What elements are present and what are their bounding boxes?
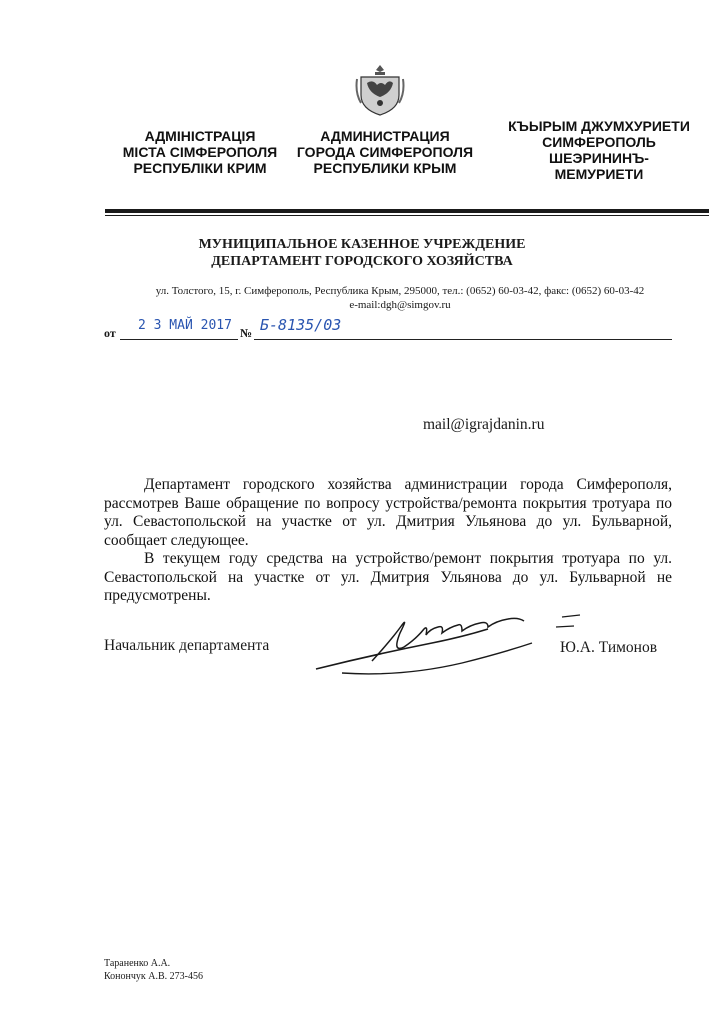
letterhead-crimean-tatar-line: СИМФЕРОПОЛЬ (542, 134, 656, 150)
letter-body (104, 476, 672, 606)
recipient-email: mail@igrajdanin.ru (423, 416, 545, 433)
letterhead-crimean-tatar-line: ШЕЭРИНИНЪ- (549, 150, 649, 166)
coat-of-arms-emblem (355, 63, 405, 117)
letterhead-divider-thick (105, 209, 709, 213)
letterhead-russian-line: АДМИНИСТРАЦИЯ (320, 128, 450, 144)
letterhead-crimean-tatar-line: КЪЫРЫМ ДЖУМХУРИЕТИ (508, 118, 690, 134)
organization-name-line: МУНИЦИПАЛЬНОЕ КАЗЕННОЕ УЧРЕЖДЕНИЕ (198, 237, 526, 252)
email-line: e-mail:dgh@simgov.ru (349, 299, 451, 311)
from-label: от (104, 326, 116, 340)
executors (104, 957, 203, 983)
signatory-name: Ю.А. Тимонов (560, 639, 658, 656)
letterhead-ukrainian (110, 128, 290, 176)
executor-line: Тараненко А.А. (104, 958, 171, 969)
letterhead-ukrainian-line: МІСТА СІМФЕРОПОЛЯ (122, 144, 278, 160)
letterhead-ukrainian-line: АДМІНІСТРАЦІЯ (144, 128, 256, 144)
address-line: ул. Толстого, 15, г. Симферополь, Республика Крым, 295000, тел.: (0652) 60-03-42, факс: (0652) 60-03-42 (155, 285, 645, 297)
executor-line: Конончук А.В. 273-456 (104, 971, 203, 982)
registration-number: Б-8135/03 (260, 316, 342, 334)
letterhead-crimean-tatar (494, 118, 704, 182)
date-stamp: 2 3 МАЙ 2017 (138, 318, 232, 333)
letterhead-crimean-tatar-line: МЕМУРИЕТИ (554, 166, 644, 182)
registration-block (104, 318, 674, 342)
number-label: № (240, 326, 253, 340)
body-paragraph: Департамент городского хозяйства администрации города Симферополя, рассмотрев Ваше обращение по вопросу устройства/ремонта покрытия тротуара по ул. Севастопольской на участке от ул. Дмитрия Ульянова до ул. Бульварной, сообщает следующее. (104, 476, 672, 549)
letterhead-russian-line: ГОРОДА СИМФЕРОПОЛЯ (296, 144, 474, 160)
letterhead-russian-line: РЕСПУБЛИКИ КРЫМ (313, 160, 457, 176)
body-paragraph: В текущем году средства на устройство/ремонт покрытия тротуара по ул. Севастопольской на участке от ул. Дмитрия Ульянова до ул. Бульварной не предусмотрены. (104, 550, 672, 604)
handwritten-signature (312, 603, 592, 683)
organization-name-line: ДЕПАРТАМЕНТ ГОРОДСКОГО ХОЗЯЙСТВА (211, 254, 513, 269)
date-underline (120, 339, 238, 340)
signatory-position: Начальник департамента (104, 637, 270, 654)
organization-address (100, 284, 700, 312)
organization-name (0, 236, 724, 270)
letterhead-divider-thin (105, 215, 709, 216)
number-underline (254, 339, 672, 340)
letterhead-russian (287, 128, 483, 176)
letterhead-ukrainian-line: РЕСПУБЛІКИ КРИМ (133, 160, 267, 176)
